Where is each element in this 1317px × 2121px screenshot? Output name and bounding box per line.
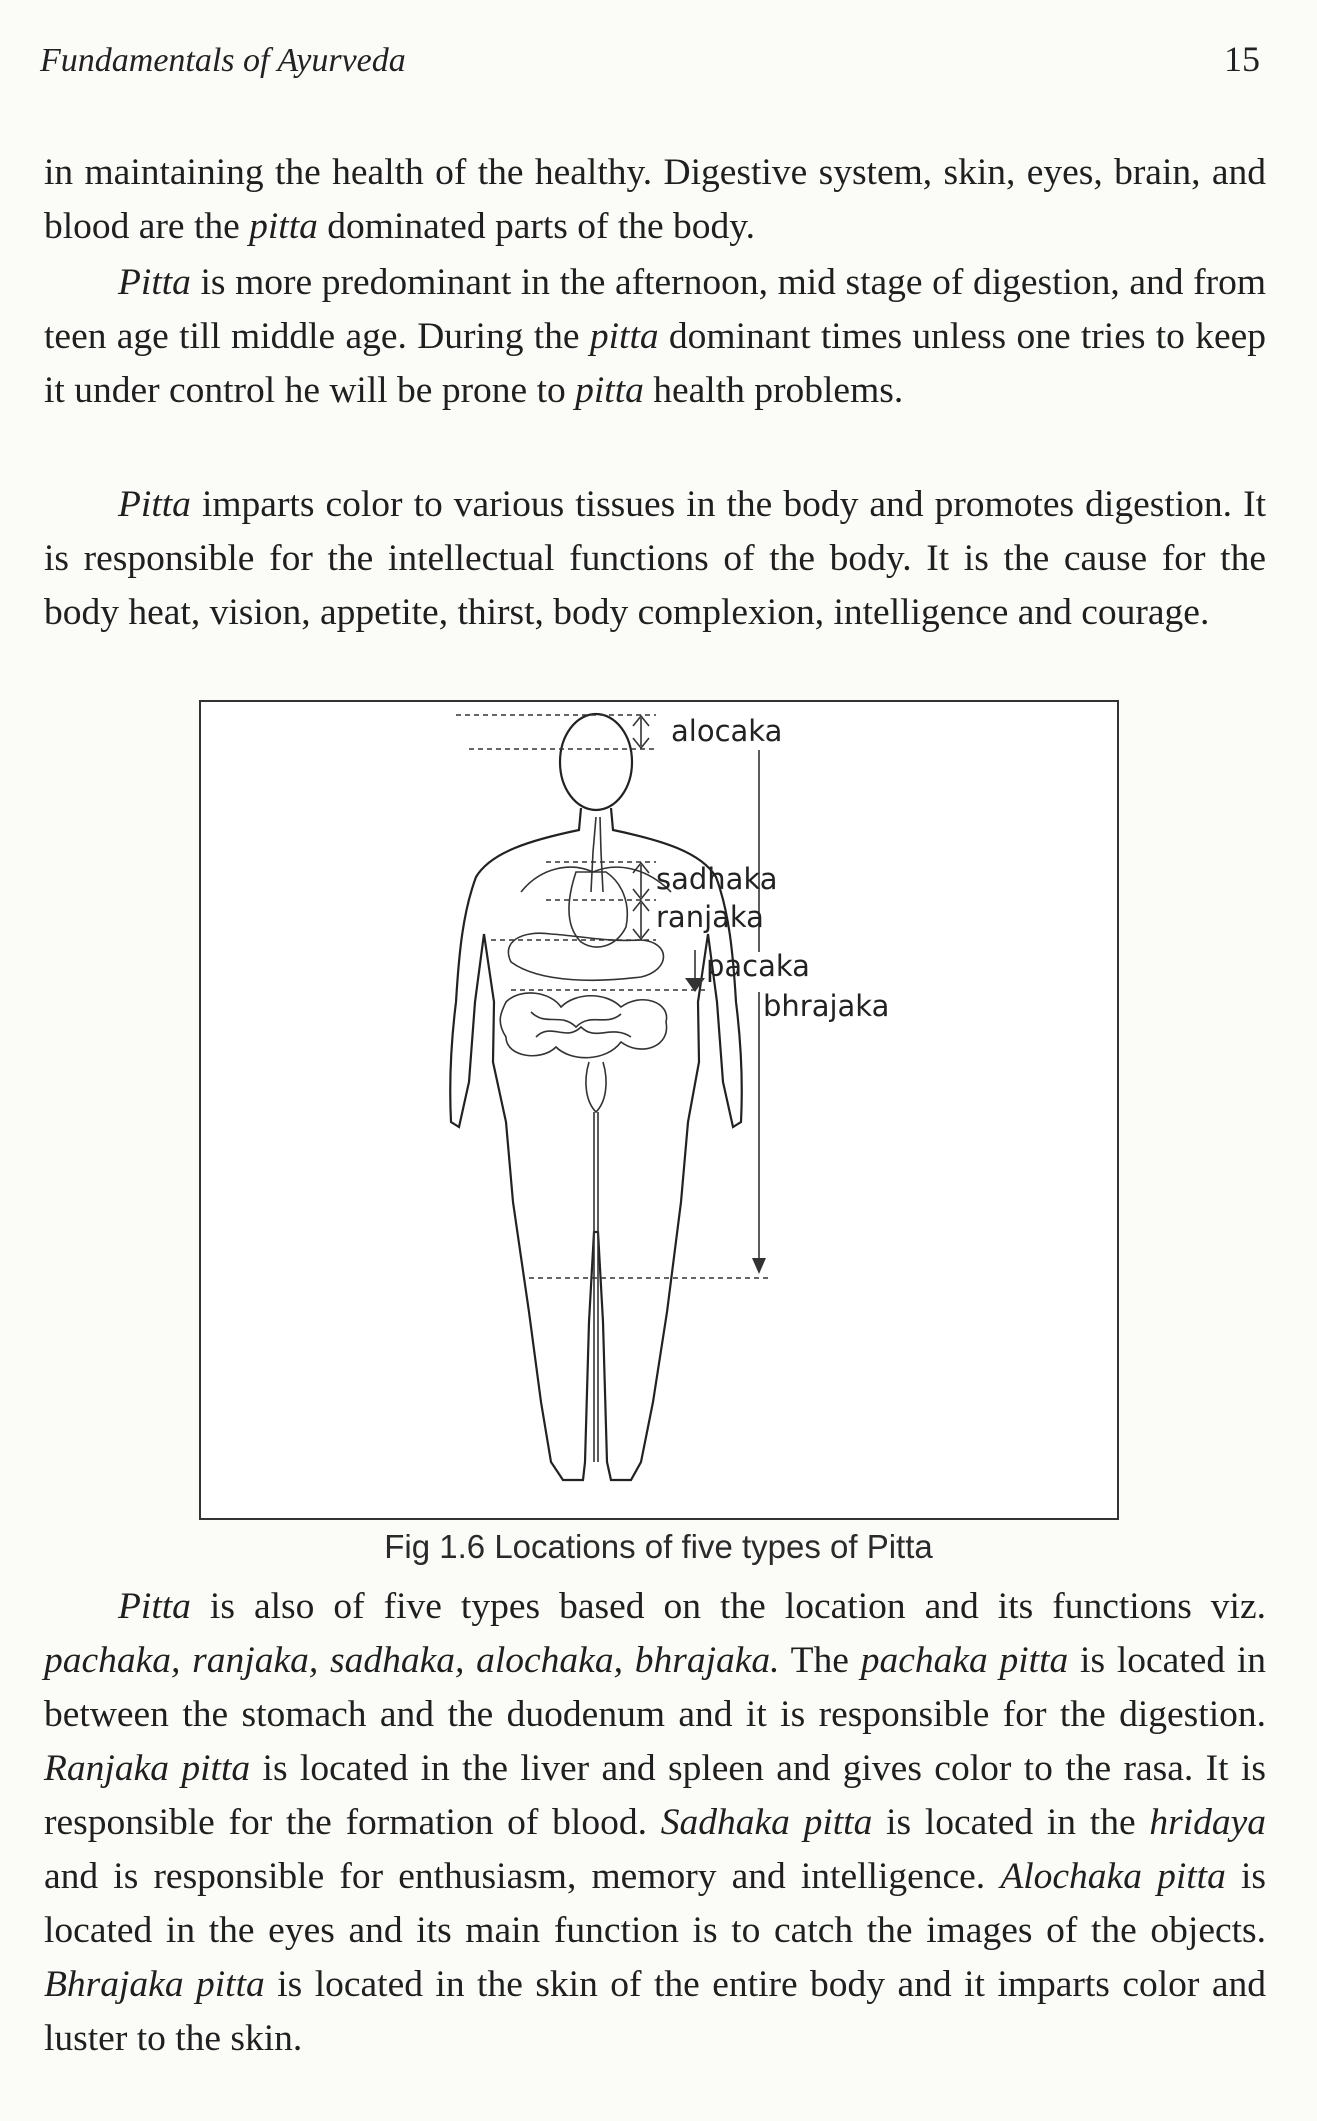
text-run: is more predominant in the afternoon, mid stage of digestion, and from teen age till middle age. During the <box>44 262 1266 357</box>
text-run: pachaka pitta <box>860 1640 1069 1681</box>
text-run: is located in the <box>872 1802 1150 1843</box>
text-run: Sadhaka pitta <box>660 1802 873 1843</box>
body-diagram <box>201 702 1117 1518</box>
label-alocaka: alocaka <box>671 714 783 748</box>
text-run: dominated parts of the body. <box>317 206 755 247</box>
paragraph-2 <box>44 256 1266 418</box>
running-title: Fundamentals of Ayurveda <box>40 42 406 79</box>
paragraph-4 <box>44 1580 1266 2066</box>
text-run: is located in the liver and spleen and gives color to the rasa. It is responsible for the formation of blood. <box>44 1748 1266 1843</box>
text-run: Pitta <box>118 262 191 303</box>
text-run: pitta <box>589 316 659 357</box>
label-bhrajaka: bhrajaka <box>763 989 890 1023</box>
dashed-guide-lines <box>456 715 771 1278</box>
text-run: Pitta <box>118 484 191 525</box>
text-run: imparts color to various tissues in the body and promotes digestion. It is responsible for the intellectual functions of the body. It is the cause for the body heat, vision, appetite, thirst, body complexion, intelligence and courage. <box>44 484 1266 633</box>
text-run: Pitta <box>118 1586 191 1627</box>
figure-caption: Fig 1.6 Locations of five types of Pitta <box>384 1528 933 1565</box>
text-run: is located in the skin of the entire body and it imparts color and luster to the skin. <box>44 1964 1266 2059</box>
text-run: and is responsible for enthusiasm, memory and intelligence. <box>44 1856 1001 1897</box>
internal-organs-sketch <box>500 817 671 1462</box>
label-sadhaka: sadhaka <box>656 862 778 896</box>
text-run: in maintaining the health of the healthy. Digestive system, skin, eyes, brain, and blood are the <box>44 152 1266 247</box>
pitta-locations-figure <box>199 700 1119 1520</box>
text-run: hridaya <box>1149 1802 1267 1843</box>
text-run: is located in the eyes and its main function is to catch the images of the objects. <box>44 1856 1266 1951</box>
text-run: is located in between the stomach and the duodenum and it is responsible for the digestion. <box>44 1640 1267 1735</box>
text-run: Alochaka pitta <box>1000 1856 1226 1897</box>
label-ranjaka: ranjaka <box>656 900 764 934</box>
text-run: pitta <box>249 206 318 247</box>
text-run: health problems. <box>643 370 904 411</box>
text-run: is also of five types based on the location and its functions viz. <box>190 1586 1266 1627</box>
human-body-outline <box>450 714 742 1480</box>
text-run: Bhrajaka pitta <box>44 1964 265 2005</box>
page-header <box>40 38 1260 98</box>
text-run: pachaka, ranjaka, sadhaka, alochaka, bhrajaka. <box>44 1640 780 1681</box>
label-pacaka: pacaka <box>706 949 810 983</box>
page-number: 15 <box>1224 39 1260 79</box>
text-run: Ranjaka pitta <box>44 1748 251 1789</box>
text-run: pitta <box>575 370 644 411</box>
arrow-heads <box>685 978 766 1274</box>
text-run: dominant times unless one tries to keep it under control he will be prone to <box>44 316 1266 411</box>
paragraph-3 <box>44 478 1266 640</box>
text-run: The <box>779 1640 861 1681</box>
paragraph-1 <box>44 146 1266 254</box>
